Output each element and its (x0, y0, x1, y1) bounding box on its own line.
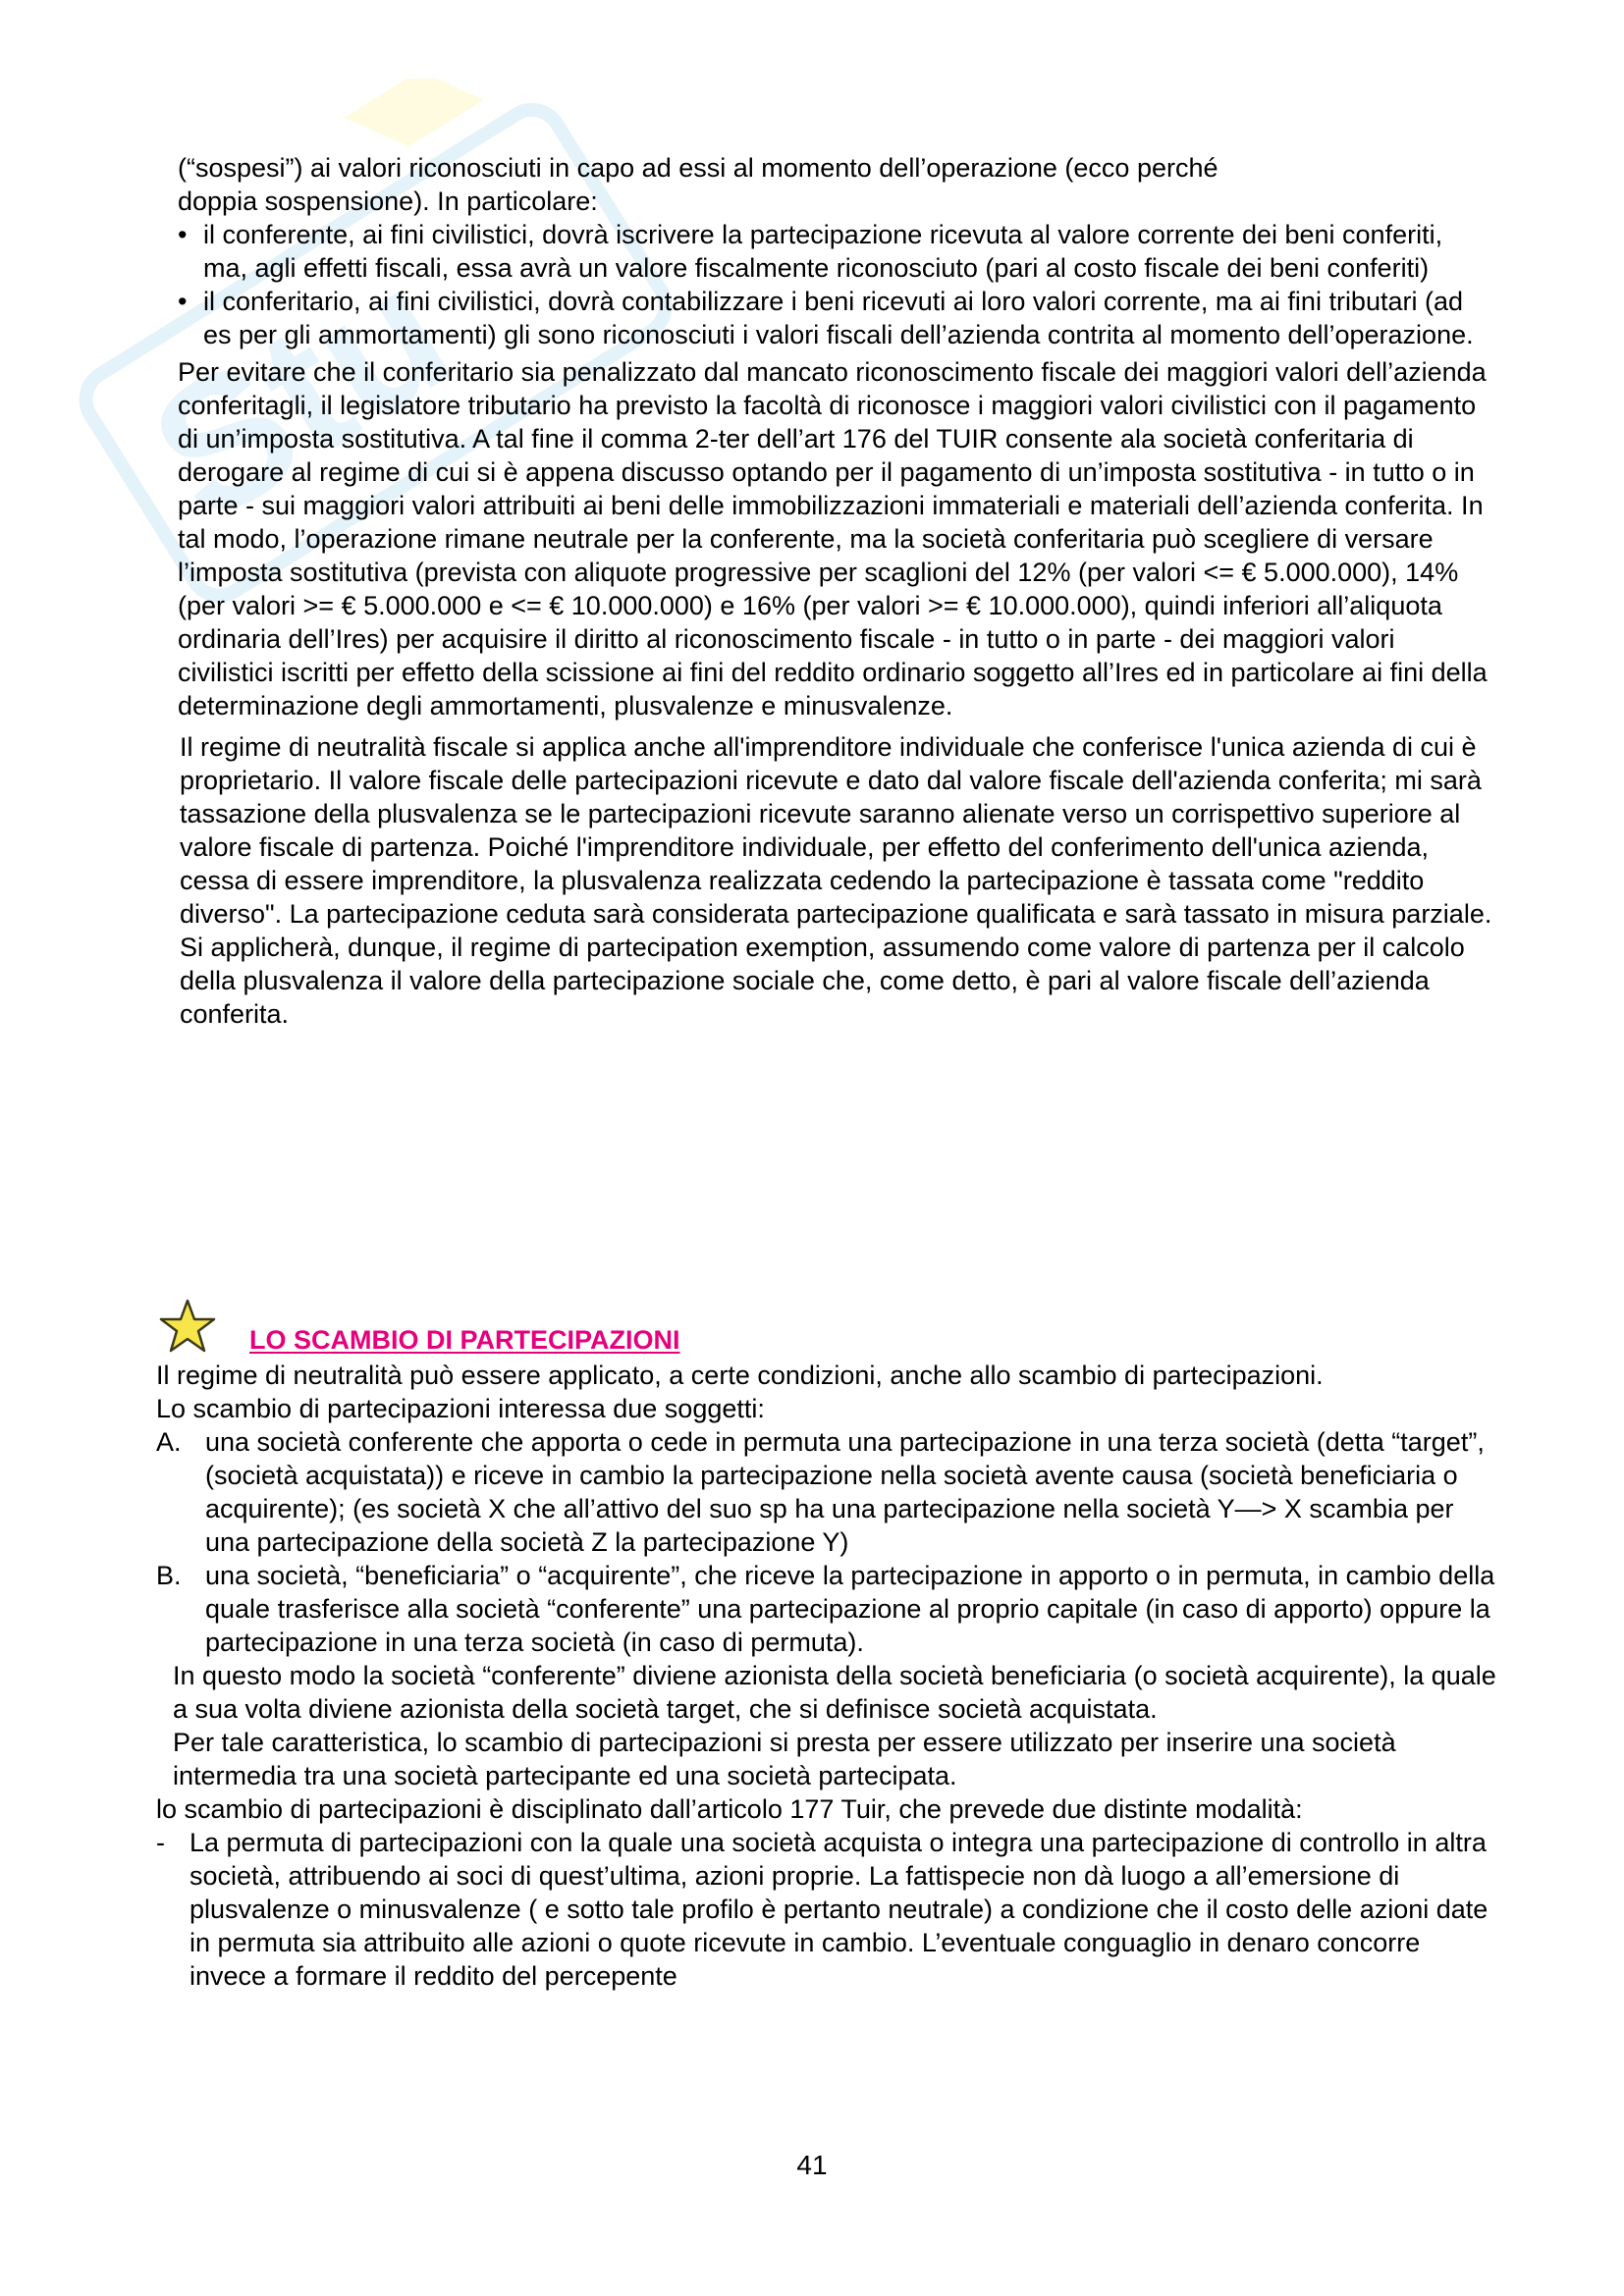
intro-line-2: doppia sospensione). In particolare: (178, 187, 598, 216)
list-item-b (156, 1559, 1496, 1659)
paragraph-societa-intermedia: Per tale caratteristica, lo scambio di partecipazioni si presta per essere utilizzato per inserire una società intermedia tra una società partecipante ed una società partecipata. (173, 1728, 1396, 1790)
paragraph-articolo-177: lo scambio di partecipazioni è disciplinato dall’articolo 177 Tuir, che prevede due distinte modalità: (156, 1794, 1303, 1824)
list-label: - (156, 1828, 165, 1857)
paragraph-imposta-sostitutiva: Per evitare che il conferitario sia penalizzato dal mancato riconoscimento fiscale dei maggiori valori dell’azienda conferitagli, il legislatore tributario ha previsto la facoltà di riconosce i maggiori valori civilistici con il pagamento di un’imposta sostitutiva. A tal fine il comma 2-ter dell’art 176 del TUIR consente ala società conferitaria di derogare al regime di cui si è appena discusso optando per il pagamento di un’imposta sostitutiva - in tutto o in parte - sui maggiori valori attribuiti ai beni delle immobilizzazioni immateriali e materiali dell’azienda conferita. In tal modo, l’operazione rimane neutrale per la conferente, ma la società conferitaria può scegliere di versare l’imposta sostitutiva (prevista con aliquote progressive per scaglioni del 12% (per valori <= € 5.000.000), 14% (per valori >= € 5.000.000 e <= € 10.000.000) e 16% (per valori >= € 10.000.000), quindi inferiori all’aliquota ordinaria dell’Ires) per acquisire il diritto al riconoscimento fiscale - in tutto o in parte - dei maggiori valori civilistici iscritti per effetto della scissione ai fini del reddito ordinario soggetto all’Ires ed in particolare ai fini della determinazione degli ammortamenti, plusvalenze e minusvalenze. (178, 357, 1488, 721)
star-icon (158, 1298, 217, 1357)
lettered-list (156, 1425, 1496, 1659)
paragraph-azionista: In questo modo la società “conferente” diviene azionista della società beneficiaria (o società acquirente), la quale a sua volta diviene azionista della società target, che si definisce società acquistata. (173, 1661, 1496, 1724)
list-item-text: una società conferente che apporta o cede in permuta una partecipazione in una terza società (detta “target”, (società acquistata)) e riceve in cambio la partecipazione nella società avente causa (società beneficiaria o acquirente); (es società X che all’attivo del suo sp ha una partecipazione nella società Y—> X scambia per una partecipazione della società Z la partecipazione Y) (205, 1427, 1485, 1557)
bullet-item-conferitario: • il conferitario, ai fini civilistici, dovrà contabilizzare i beni ricevuti ai loro valori corrente, ma ai fini tributari (ad es per gli ammortamenti) gli sono riconosciuti i valori fiscali dell’azienda contrita al momento dell’operazione. (178, 285, 1493, 351)
list-item-a (156, 1425, 1496, 1559)
list-label: A. (156, 1427, 182, 1457)
paragraph-imprenditore-individuale: Il regime di neutralità fiscale si applica anche all'imprenditore individuale che conferisce l'unica azienda di cui è proprietario. Il valore fiscale delle partecipazioni ricevute e dato dal valore fiscale dell'azienda conferita; mi sarà tassazione della plusvalenza se le partecipazioni ricevute saranno alienate verso un corrispettivo superiore al valore fiscale di partenza. Poiché l'imprenditore individuale, per effetto del conferimento dell'unica azienda, cessa di essere imprenditore, la plusvalenza realizzata cedendo la partecipazione è tassata come "reddito diverso". La partecipazione ceduta sarà considerata partecipazione qualificata e sarà tassato in misura parziale. Si applicherà, dunque, il regime di partecipation exemption, assumendo come valore di partenza per il calcolo della plusvalenza il valore della partecipazione sociale che, come detto, è pari al valore fiscale dell’azienda conferita. (180, 732, 1492, 1029)
section-conferimento-continued (178, 151, 1493, 1031)
intro-subjects: Lo scambio di partecipazioni interessa due soggetti: (156, 1394, 765, 1423)
bullet-item-conferente: • il conferente, ai fini civilistici, dovrà iscrivere la partecipazione ricevuta al valore corrente dei beni conferiti, ma, agli effetti fiscali, essa avrà un valore fiscalmente riconosciuto (pari al costo fiscale dei beni conferiti) (178, 218, 1493, 285)
list-label: B. (156, 1561, 182, 1590)
intro-paragraph: Il regime di neutralità può essere applicato, a certe condizioni, anche allo scambio di partecipazioni. (156, 1361, 1324, 1390)
list-item-permuta (156, 1826, 1496, 1993)
section-title: LO SCAMBIO DI PARTECIPAZIONI (249, 1325, 680, 1355)
section-scambio-partecipazioni (156, 1359, 1496, 1993)
page-number: 41 (796, 2150, 828, 2180)
list-item-text: una società, “beneficiaria” o “acquirente”, che riceve la partecipazione in apporto o in permuta, in cambio della quale trasferisce alla società “conferente” una partecipazione al proprio capitale (in caso di apporto) oppure la partecipazione in una terza società (in caso di permuta). (205, 1561, 1495, 1657)
svg-text:Stu: Stu (118, 226, 484, 562)
dash-list (156, 1826, 1496, 1993)
bullet-list (178, 218, 1493, 351)
intro-line-1: (“sospesi”) ai valori riconosciuti in capo ad essi al momento dell’operazione (ecco perché (178, 153, 1218, 183)
list-item-text: La permuta di partecipazioni con la quale una società acquista o integra una partecipazione di controllo in altra società, attribuendo ai soci di quest’ultima, azioni proprie. La fattispecie non dà luogo a all’emersione di plusvalenze o minusvalenze ( e sotto tale profilo è pertanto neutrale) a condizione che il costo delle azioni date in permuta sia attribuito alle azioni o quote ricevute in cambio. L’eventuale conguaglio in denaro concorre invece a formare il reddito del percepente (189, 1828, 1489, 1991)
